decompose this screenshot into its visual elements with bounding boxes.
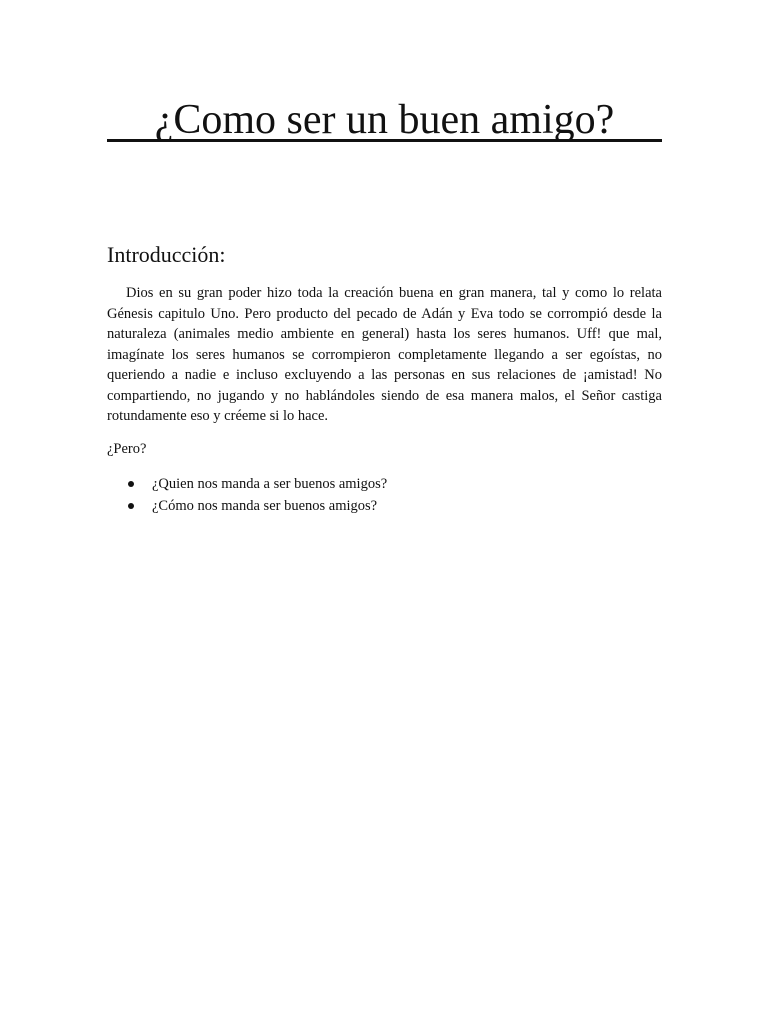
list-item	[107, 474, 387, 496]
question-list	[107, 474, 387, 517]
section-heading: Introducción:	[107, 242, 226, 267]
title-underline	[107, 139, 662, 142]
bullet-icon	[128, 481, 134, 487]
document-title: ¿Como ser un buen amigo?	[154, 97, 615, 143]
list-item-text: ¿Quien nos manda a ser buenos amigos?	[152, 476, 388, 492]
list-item-text: ¿Cómo nos manda ser buenos amigos?	[152, 497, 378, 514]
intro-paragraph: Dios en su gran poder hizo toda la creación buena en gran manera, tal y como lo relata Génesis capitulo Uno. Pero producto del pecado de Adán y Eva todo se corrompió desde la naturaleza (animales medio ambiente en general) hasta los seres humanos. Uff! que mal, imagínate los seres humanos se corrompieron completamente llegando a ser egoístas, no queriendo a nadie e incluso excluyendo a las personas en sus relaciones de ¡amistad! No compartiendo, no jugando y no hablándoles siendo de esa manera malos, el Señor castiga rotundamente eso y créeme si lo hace.	[107, 285, 662, 424]
bullet-icon	[128, 503, 134, 509]
list-item	[107, 496, 387, 518]
question-text: ¿Pero?	[107, 441, 147, 457]
